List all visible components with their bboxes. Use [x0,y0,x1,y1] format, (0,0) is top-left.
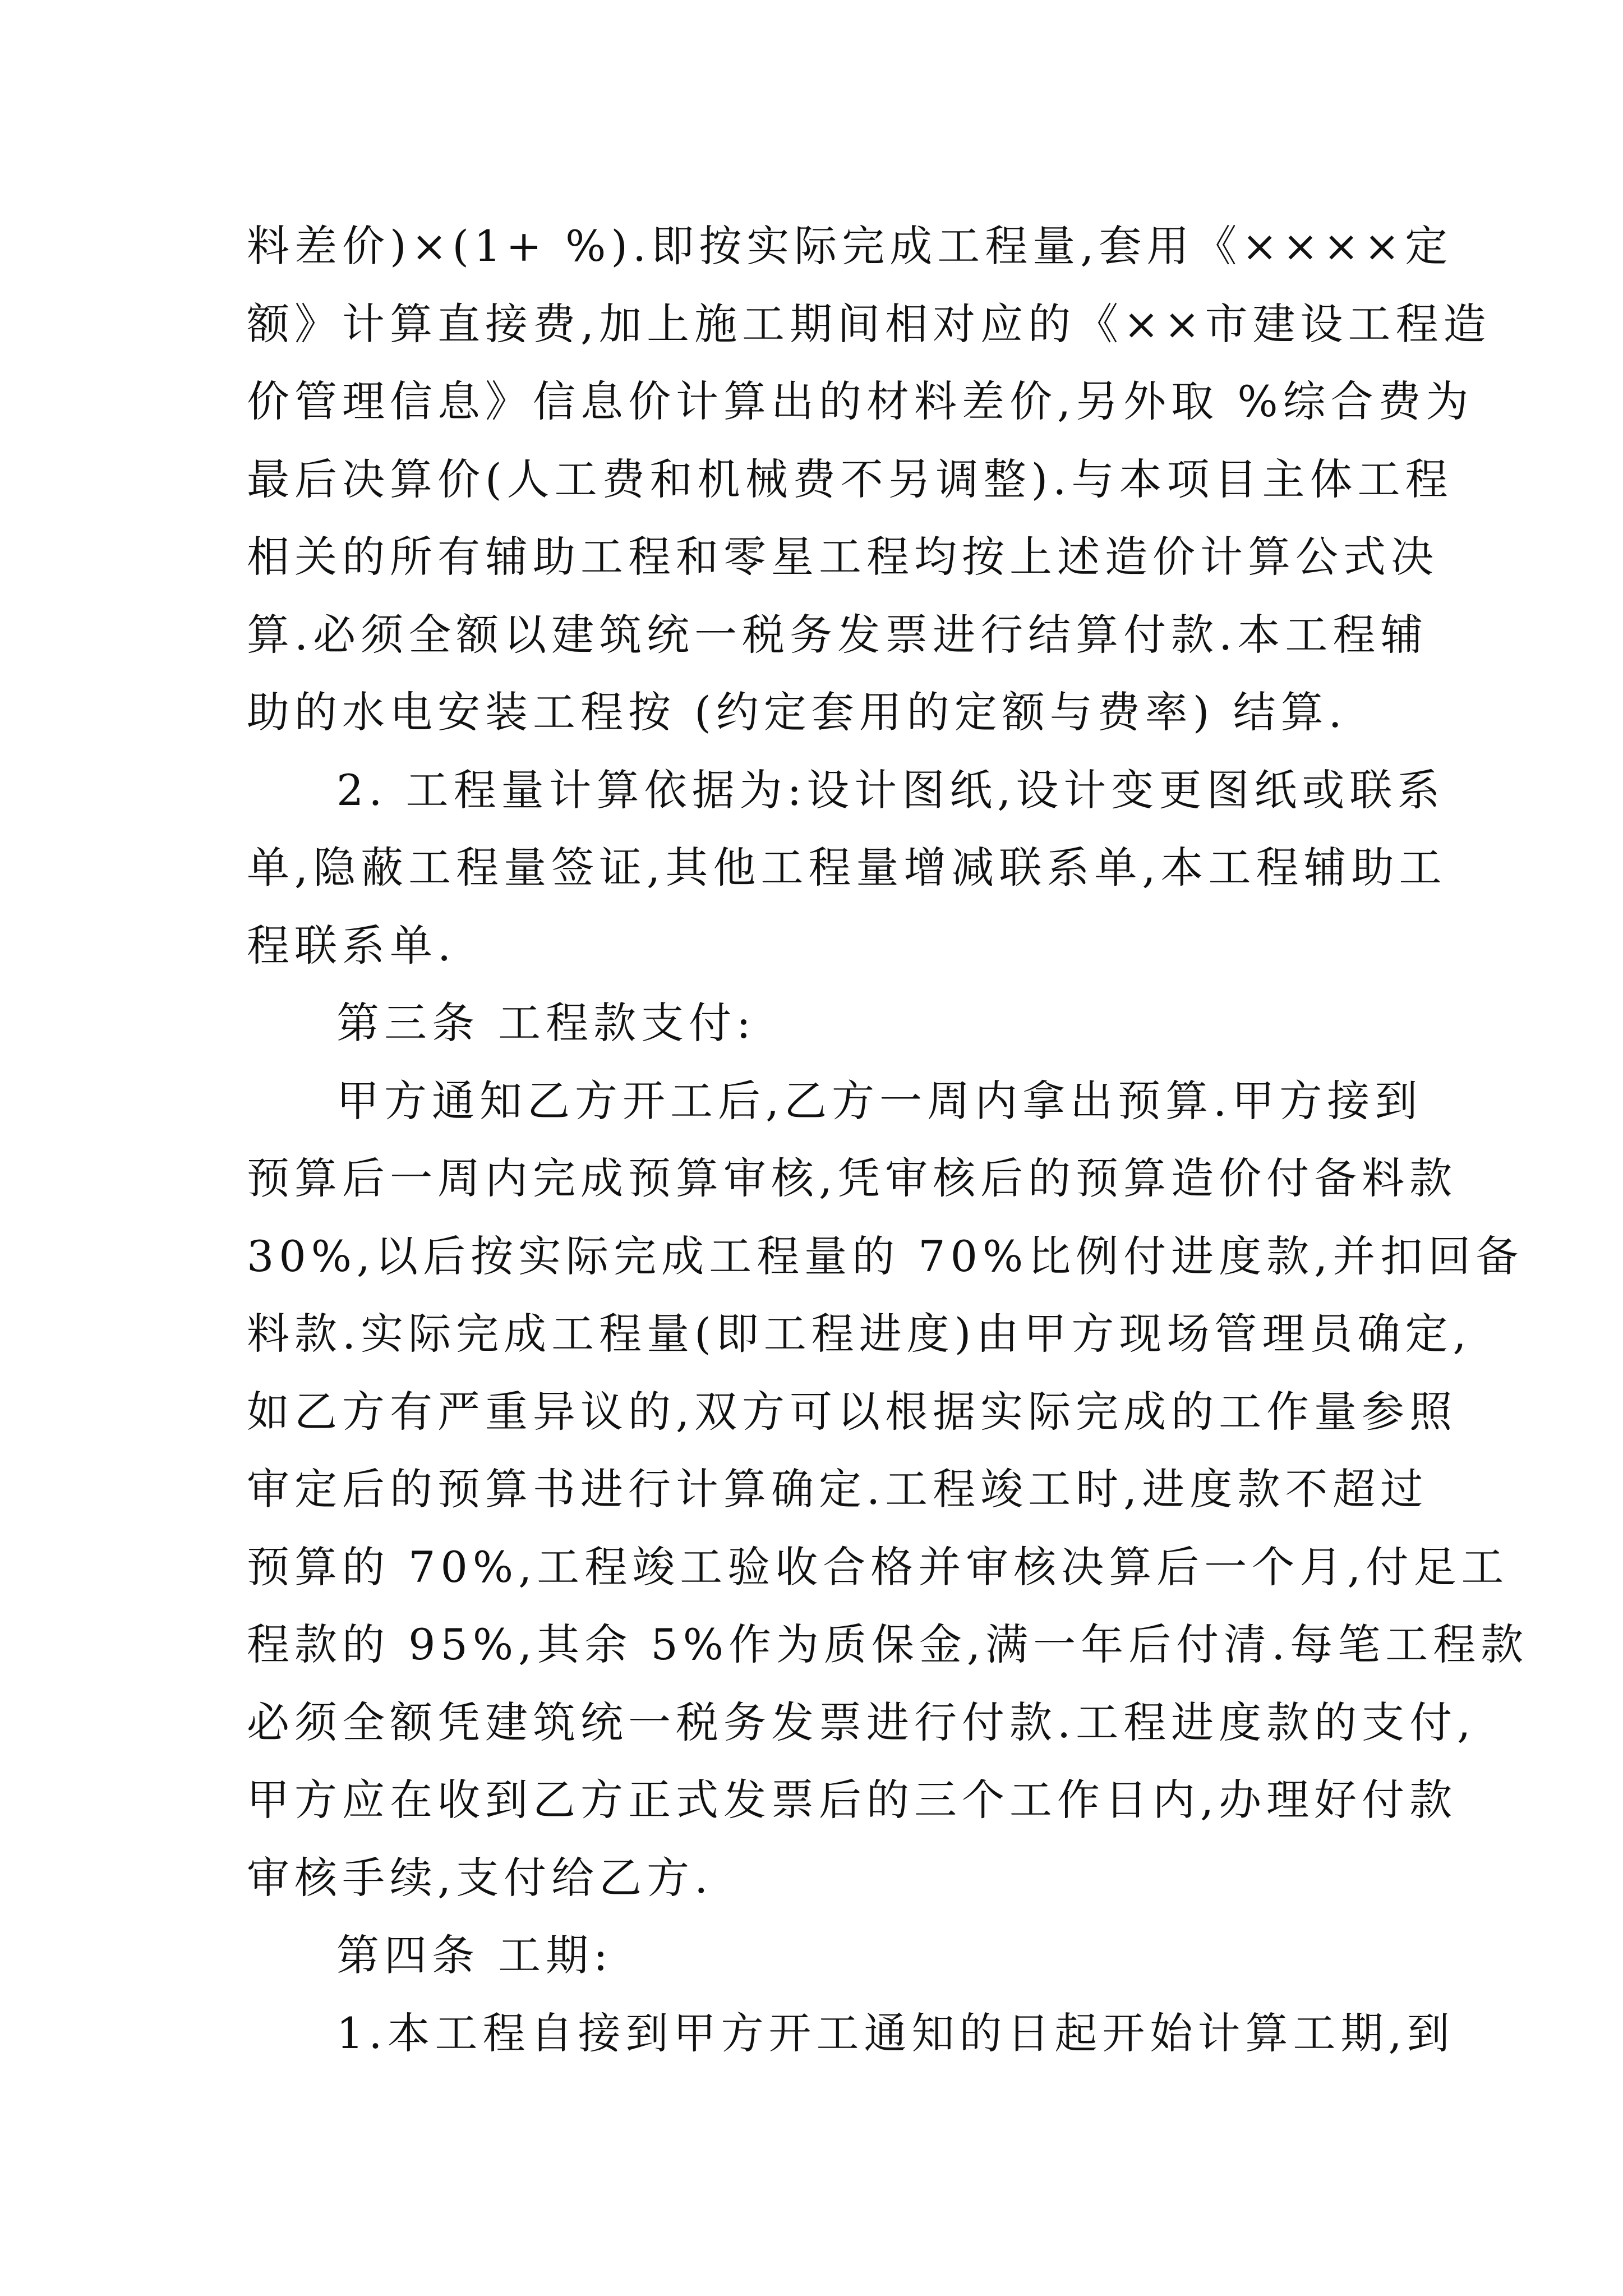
paragraph-first-line: 2. 工程量计算依据为:设计图纸,设计变更图纸或联系 [336,765,1445,815]
section-heading: 第四条 工期: [336,1930,613,1980]
text-line: 甲方应在收到乙方正式发票后的三个工作日内,办理好付款 [247,1775,1458,1825]
text-line: 料差价)×(1+ %).即按实际完成工程量,套用《××××定 [247,221,1453,271]
text-line: 最后决算价(人工费和机械费不另调整).与本项目主体工程 [247,454,1453,504]
paragraph-first-line: 1.本工程自接到甲方开工通知的日起开始计算工期,到 [336,2008,1455,2058]
text-line: 审核手续,支付给乙方. [247,1852,713,1903]
text-line: 程联系单. [247,920,457,970]
document-body [247,208,1529,2072]
section-heading: 第三条 工程款支付: [336,998,756,1048]
paragraph-first-line: 甲方通知乙方开工后,乙方一周内拿出预算.甲方接到 [336,1075,1423,1126]
text-line: 额》计算直接费,加上施工期间相对应的《××市建设工程造 [247,298,1491,349]
text-line: 算.必须全额以建筑统一税务发票进行结算付款.本工程辅 [247,609,1428,660]
text-line: 30%,以后按实际完成工程量的 70%比例付进度款,并扣回备 [247,1231,1524,1281]
text-line: 单,隐蔽工程量签证,其他工程量增减联系单,本工程辅助工 [247,843,1447,892]
text-line: 价管理信息》信息价计算出的材料差价,另外取 %综合费为 [247,376,1474,426]
text-line: 必须全额凭建筑统一税务发票进行付款.工程进度款的支付, [247,1697,1476,1747]
text-line: 相关的所有辅助工程和零星工程均按上述造价计算公式决 [247,532,1438,582]
text-line: 如乙方有严重异议的,双方可以根据实际完成的工作量参照 [247,1386,1458,1437]
text-line: 助的水电安装工程按 (约定套用的定额与费率) 结算. [247,687,1347,737]
text-line: 审定后的预算书进行计算确定.工程竣工时,进度款不超过 [247,1464,1428,1514]
text-line: 预算后一周内完成预算审核,凭审核后的预算造价付备料款 [247,1153,1458,1203]
text-line: 程款的 95%,其余 5%作为质保金,满一年后付清.每笔工程款 [247,1619,1529,1669]
text-line: 料款.实际完成工程量(即工程进度)由甲方现场管理员确定, [247,1309,1472,1359]
text-line: 预算的 70%,工程竣工验收合格并审核决算后一个月,付足工 [247,1542,1509,1592]
